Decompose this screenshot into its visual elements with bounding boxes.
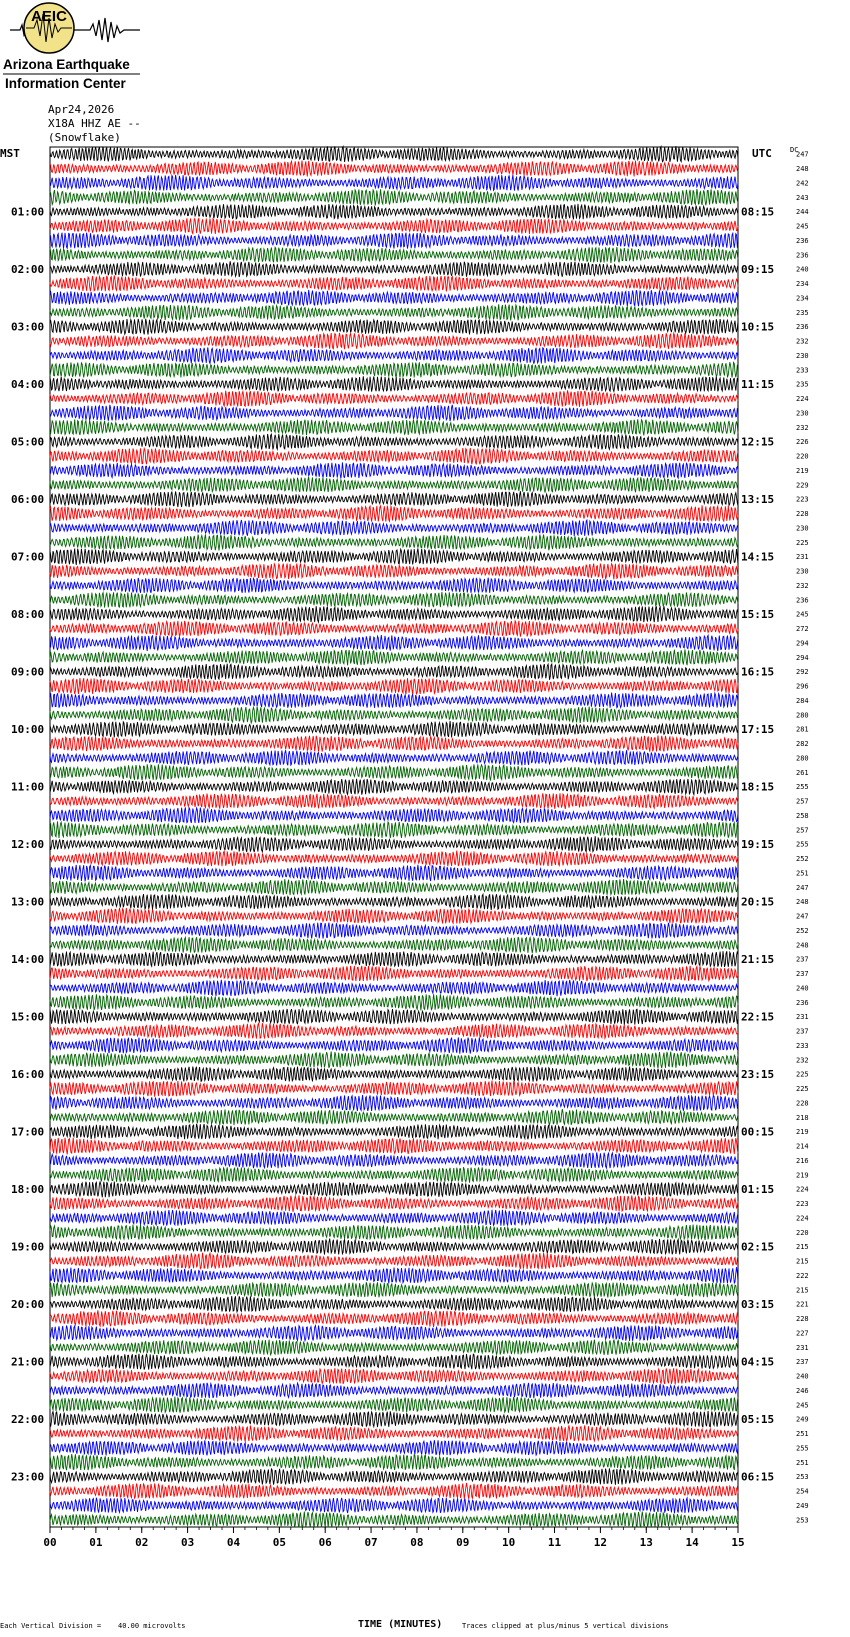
dc-value-label: 233	[796, 366, 809, 375]
dc-value-label: 294	[796, 639, 809, 648]
trace-line	[50, 592, 738, 608]
trace-line	[50, 1081, 738, 1097]
trace-line	[50, 908, 738, 924]
dc-value-label: 237	[796, 1027, 809, 1036]
dc-value-label: 237	[796, 1358, 809, 1367]
trace-line	[50, 218, 738, 234]
dc-value-label: 221	[796, 1300, 809, 1309]
dc-value-label: 251	[796, 869, 809, 878]
right-hour-label: 03:15	[741, 1298, 775, 1312]
left-hour-label: 19:00	[11, 1240, 45, 1254]
trace-line	[50, 1023, 738, 1038]
trace-line	[50, 1454, 738, 1470]
dc-value-label: 247	[796, 912, 809, 921]
x-tick-label: 01	[89, 1536, 103, 1549]
left-hour-label: 06:00	[11, 493, 45, 507]
right-hour-label: 11:15	[741, 378, 775, 392]
dc-value-label: 228	[796, 1315, 809, 1324]
dc-value-label: 246	[796, 1386, 809, 1395]
trace-line	[50, 261, 738, 277]
trace-line	[50, 894, 738, 910]
trace-line	[50, 1167, 738, 1183]
left-hour-label: 20:00	[11, 1298, 45, 1312]
trace-line	[50, 1067, 738, 1082]
trace-line	[50, 175, 738, 191]
trace-line	[50, 276, 738, 292]
dc-value-label: 222	[796, 1271, 809, 1280]
dc-value-label: 232	[796, 423, 809, 432]
trace-line	[50, 1483, 738, 1499]
dc-value-label: 224	[796, 395, 809, 404]
x-tick-label: 07	[364, 1536, 378, 1549]
right-hour-label: 21:15	[741, 953, 775, 967]
dc-value-label: 255	[796, 783, 809, 792]
x-tick-label: 12	[593, 1536, 608, 1549]
dc-value-label: 249	[796, 1501, 809, 1510]
trace-line	[50, 1383, 738, 1398]
dc-value-label: 244	[796, 208, 809, 217]
right-hour-label: 14:15	[741, 550, 775, 564]
dc-value-label: 228	[796, 510, 809, 519]
trace-line	[50, 462, 738, 478]
trace-line	[50, 1152, 738, 1168]
trace-line	[50, 520, 738, 536]
left-hour-label: 15:00	[11, 1010, 45, 1024]
trace-line	[50, 233, 738, 249]
dc-value-label: 226	[796, 438, 809, 447]
trace-line	[50, 851, 738, 867]
right-hour-label: 12:15	[741, 435, 775, 449]
x-axis-label: TIME (MINUTES)	[358, 1619, 443, 1630]
trace-line	[50, 1210, 738, 1226]
trace-line	[50, 491, 738, 507]
right-hour-label: 00:15	[741, 1125, 775, 1139]
trace-line	[50, 1397, 738, 1413]
dc-value-label: 247	[796, 883, 809, 892]
trace-line	[50, 1468, 738, 1484]
trace-line	[50, 937, 738, 953]
trace-line	[50, 434, 738, 450]
dc-value-label: 219	[796, 1171, 809, 1180]
dc-value-label: 223	[796, 1200, 809, 1209]
right-hour-label: 17:15	[741, 723, 775, 737]
trace-line	[50, 879, 738, 895]
dc-value-label: 230	[796, 409, 809, 418]
dc-value-label: 219	[796, 1128, 809, 1137]
trace-line	[50, 319, 738, 335]
trace-line	[50, 1325, 738, 1341]
dc-value-label: 215	[796, 1286, 809, 1295]
trace-line	[50, 1267, 738, 1283]
dc-value-label: 219	[796, 466, 809, 475]
dc-value-label: 292	[796, 668, 809, 677]
header-station: X18A HHZ AE --	[48, 117, 141, 130]
dc-value-label: 240	[796, 984, 809, 993]
dc-value-label: 230	[796, 567, 809, 576]
trace-line	[50, 204, 738, 219]
trace-line	[50, 693, 738, 708]
trace-line	[50, 836, 738, 852]
dc-value-label: 280	[796, 711, 809, 720]
dc-value-label: 253	[796, 1473, 809, 1482]
dc-value-label: 243	[796, 193, 809, 202]
footer-scale-note: Each Vertical Division = 40.00 microvolts	[0, 1622, 186, 1630]
right-hour-label: 23:15	[741, 1068, 775, 1082]
trace-line	[50, 650, 738, 666]
trace-line	[50, 548, 738, 565]
right-hour-label: 08:15	[741, 205, 775, 219]
dc-value-label: 280	[796, 754, 809, 763]
trace-line	[50, 1411, 738, 1427]
left-hour-label: 10:00	[11, 723, 45, 737]
left-hour-label: 14:00	[11, 953, 45, 967]
dc-value-label: 252	[796, 926, 809, 935]
dc-value-label: 240	[796, 1372, 809, 1381]
dc-value-label: 284	[796, 696, 809, 705]
left-hour-label: 18:00	[11, 1183, 45, 1197]
trace-line	[50, 1109, 738, 1125]
dc-value-label: 249	[796, 1415, 809, 1424]
dc-value-label: 225	[796, 538, 809, 547]
header-date: Apr24,2026	[48, 103, 115, 116]
trace-line	[50, 664, 738, 680]
trace-line	[50, 1124, 738, 1139]
trace-line	[50, 290, 738, 306]
trace-line	[50, 189, 738, 205]
trace-line	[50, 793, 738, 809]
dc-value-label: 236	[796, 998, 809, 1007]
dc-value-label: 232	[796, 581, 809, 590]
left-hour-label: 11:00	[11, 780, 45, 794]
trace-line	[50, 1498, 738, 1514]
trace-line	[50, 1253, 738, 1269]
dc-value-label: 216	[796, 1156, 809, 1165]
dc-value-label: 215	[796, 1243, 809, 1252]
dc-value-label: 229	[796, 481, 809, 490]
x-tick-label: 00	[43, 1536, 57, 1549]
right-hour-label: 04:15	[741, 1355, 775, 1369]
dc-value-label: 232	[796, 1056, 809, 1065]
dc-value-label: 245	[796, 222, 809, 231]
trace-line	[50, 564, 738, 580]
dc-value-label: 236	[796, 596, 809, 605]
dc-value-label: 237	[796, 970, 809, 979]
dc-value-label: 261	[796, 768, 809, 777]
dc-value-label: 224	[796, 1185, 809, 1194]
trace-line	[50, 994, 738, 1010]
dc-value-label: 242	[796, 179, 809, 188]
trace-line	[50, 1425, 738, 1441]
left-hour-label: 01:00	[11, 205, 45, 219]
trace-line	[50, 707, 738, 723]
logo-line2: Information Center	[5, 76, 126, 91]
trace-line	[50, 1282, 738, 1297]
left-hour-label: 08:00	[11, 608, 45, 622]
dc-value-label: 231	[796, 553, 809, 562]
right-hour-label: 15:15	[741, 608, 775, 622]
trace-line	[50, 505, 738, 521]
dc-value-label: 233	[796, 1041, 809, 1050]
dc-value-label: 225	[796, 1070, 809, 1079]
footer-clip-note: Traces clipped at plus/minus 5 vertical divisions	[462, 1622, 669, 1630]
dc-value-label: 251	[796, 1430, 809, 1439]
dc-value-label: 232	[796, 337, 809, 346]
x-tick-label: 09	[456, 1536, 470, 1549]
left-hour-label: 07:00	[11, 550, 45, 564]
dc-value-label: 220	[796, 1228, 809, 1237]
left-timezone-label: MST	[0, 147, 20, 160]
x-tick-label: 08	[410, 1536, 424, 1549]
right-hour-label: 05:15	[741, 1413, 775, 1427]
left-hour-label: 17:00	[11, 1125, 45, 1139]
trace-line	[50, 951, 738, 967]
right-hour-label: 02:15	[741, 1240, 775, 1254]
trace-line	[50, 821, 738, 838]
trace-line	[50, 161, 738, 177]
trace-line	[50, 779, 738, 795]
x-tick-label: 15	[731, 1536, 745, 1549]
trace-line	[50, 419, 738, 435]
right-hour-label: 10:15	[741, 320, 775, 334]
trace-line	[50, 980, 738, 996]
trace-line	[50, 534, 738, 550]
dc-value-label: 223	[796, 495, 809, 504]
left-hour-label: 03:00	[11, 320, 45, 334]
dc-value-label: 257	[796, 826, 809, 835]
dc-value-label: 225	[796, 1085, 809, 1094]
right-hour-label: 18:15	[741, 780, 775, 794]
trace-line	[50, 1239, 738, 1255]
trace-line	[50, 390, 738, 407]
trace-line	[50, 1182, 738, 1198]
dc-value-label: 218	[796, 1113, 809, 1122]
x-tick-label: 14	[685, 1536, 699, 1549]
left-hour-label: 21:00	[11, 1355, 45, 1369]
trace-line	[50, 1195, 738, 1212]
right-hour-label: 16:15	[741, 665, 775, 679]
right-hour-label: 01:15	[741, 1183, 775, 1197]
trace-line	[50, 376, 738, 391]
dc-value-label: 245	[796, 1401, 809, 1410]
x-tick-label: 05	[272, 1536, 286, 1549]
trace-line	[50, 347, 738, 363]
dc-value-label: 236	[796, 236, 809, 245]
x-tick-label: 06	[318, 1536, 332, 1549]
dc-value-label: 253	[796, 1516, 809, 1525]
right-hour-label: 13:15	[741, 493, 775, 507]
dc-value-label: 214	[796, 1142, 809, 1151]
trace-line	[50, 247, 738, 263]
dc-value-label: 251	[796, 1458, 809, 1467]
trace-line	[50, 1138, 738, 1155]
left-hour-label: 05:00	[11, 435, 45, 449]
left-hour-label: 04:00	[11, 378, 45, 392]
left-hour-label: 09:00	[11, 665, 45, 679]
dc-value-label: 245	[796, 610, 809, 619]
trace-line	[50, 635, 738, 651]
trace-line	[50, 405, 738, 421]
dc-value-label: 248	[796, 165, 809, 174]
x-tick-label: 03	[180, 1536, 195, 1549]
dc-value-label: 257	[796, 797, 809, 806]
right-hour-label: 19:15	[741, 838, 775, 852]
dc-value-label: 282	[796, 740, 809, 749]
dc-value-label: 228	[796, 1099, 809, 1108]
dc-value-label: 230	[796, 351, 809, 360]
dc-value-label: 220	[796, 452, 809, 461]
trace-line	[50, 1296, 738, 1312]
dc-value-label: 231	[796, 1343, 809, 1352]
dc-value-label: 231	[796, 1013, 809, 1022]
dc-value-label: 254	[796, 1487, 809, 1496]
trace-line	[50, 764, 738, 780]
trace-line	[50, 721, 738, 738]
trace-line	[50, 923, 738, 939]
logo-line1: Arizona Earthquake	[3, 57, 130, 72]
right-hour-label: 06:15	[741, 1470, 775, 1484]
left-hour-label: 13:00	[11, 895, 45, 909]
trace-line	[50, 678, 738, 694]
right-timezone-label: UTC	[752, 147, 772, 160]
trace-line	[50, 477, 738, 493]
dc-value-label: 255	[796, 840, 809, 849]
trace-line	[50, 750, 738, 765]
trace-line	[50, 1095, 738, 1111]
trace-line	[50, 736, 738, 752]
trace-line	[50, 1225, 738, 1240]
trace-line	[50, 606, 738, 622]
dc-value-label: 224	[796, 1214, 809, 1223]
dc-value-label: 255	[796, 1444, 809, 1453]
trace-line	[50, 1440, 738, 1455]
trace-line	[50, 1368, 738, 1384]
dc-value-label: 281	[796, 725, 809, 734]
x-tick-label: 04	[226, 1536, 241, 1549]
dc-value-label: 252	[796, 855, 809, 864]
header-site: (Snowflake)	[48, 131, 121, 144]
trace-line	[50, 333, 738, 349]
left-hour-label: 22:00	[11, 1413, 45, 1427]
left-hour-label: 02:00	[11, 263, 45, 277]
trace-line	[50, 865, 738, 882]
left-hour-label: 12:00	[11, 838, 45, 852]
trace-line	[50, 1512, 738, 1528]
right-hour-label: 20:15	[741, 895, 775, 909]
dc-value-label: 296	[796, 682, 809, 691]
trace-line	[50, 448, 738, 464]
dc-label: DC	[790, 146, 799, 154]
dc-value-label: 237	[796, 955, 809, 964]
dc-value-label: 235	[796, 380, 809, 389]
dc-value-label: 235	[796, 308, 809, 317]
x-tick-label: 10	[502, 1536, 516, 1549]
dc-value-label: 236	[796, 251, 809, 260]
x-tick-label: 02	[135, 1536, 149, 1549]
trace-line	[50, 146, 738, 162]
dc-value-label: 230	[796, 524, 809, 533]
trace-line	[50, 1052, 738, 1069]
dc-value-label: 247	[796, 150, 809, 159]
x-tick-label: 13	[639, 1536, 653, 1549]
dc-value-label: 234	[796, 280, 809, 289]
trace-line	[50, 966, 738, 981]
trace-line	[50, 1009, 738, 1025]
left-hour-label: 23:00	[11, 1470, 45, 1484]
dc-value-label: 227	[796, 1329, 809, 1338]
left-hour-label: 16:00	[11, 1068, 45, 1082]
logo-acronym: AEIC	[31, 8, 67, 25]
dc-value-label: 248	[796, 941, 809, 950]
dc-value-label: 236	[796, 323, 809, 332]
trace-line	[50, 1037, 738, 1053]
trace-line	[50, 1340, 738, 1355]
trace-line	[50, 1310, 738, 1327]
x-tick-label: 11	[547, 1536, 562, 1549]
right-hour-label: 22:15	[741, 1010, 775, 1024]
dc-value-label: 294	[796, 653, 809, 662]
trace-line	[50, 621, 738, 637]
dc-value-label: 240	[796, 265, 809, 274]
trace-line	[50, 1354, 738, 1370]
trace-line	[50, 578, 738, 593]
trace-line	[50, 362, 738, 377]
dc-value-label: 248	[796, 898, 809, 907]
dc-value-label: 258	[796, 811, 809, 820]
right-hour-label: 09:15	[741, 263, 775, 277]
dc-value-label: 272	[796, 625, 809, 634]
dc-value-label: 234	[796, 294, 809, 303]
dc-value-label: 215	[796, 1257, 809, 1266]
trace-line	[50, 807, 738, 823]
